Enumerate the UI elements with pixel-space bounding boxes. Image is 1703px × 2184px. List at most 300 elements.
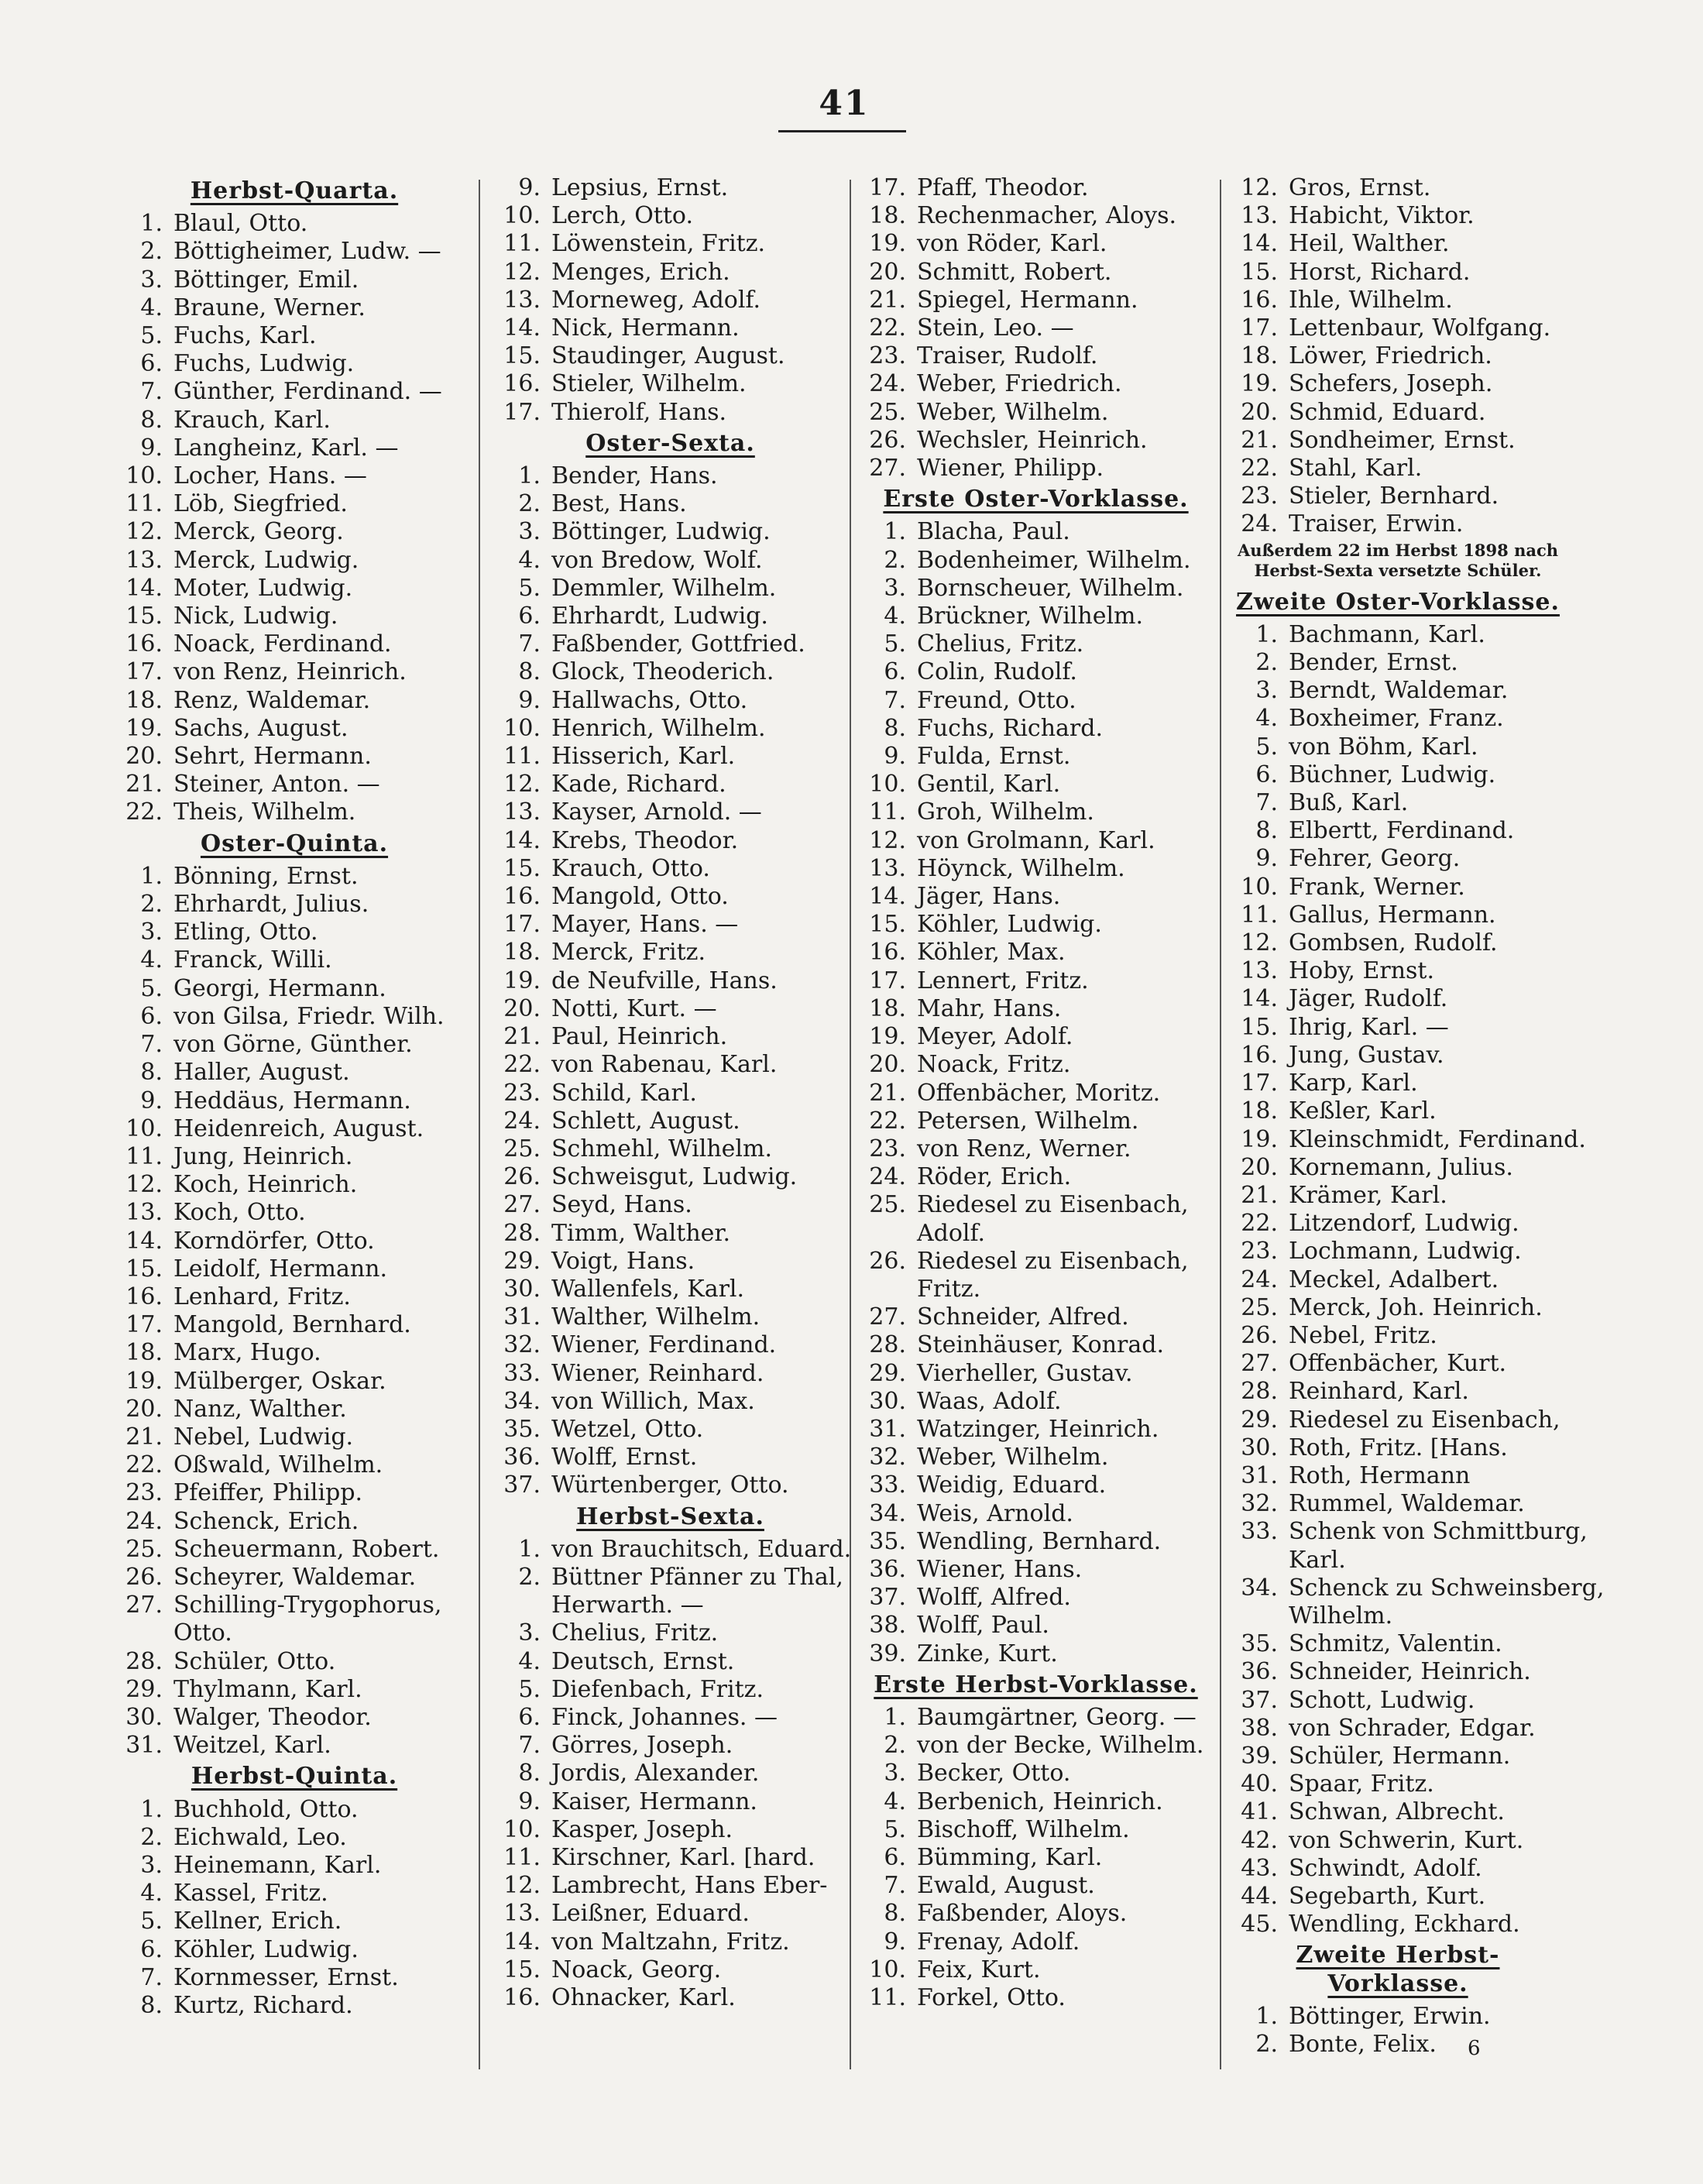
list-item — [116, 1199, 472, 1227]
list-item — [1231, 1658, 1564, 1686]
student-name: Noack, Georg. — [551, 1956, 722, 1983]
list-item — [494, 1648, 846, 1676]
list-item — [1231, 1210, 1564, 1238]
section-note — [1231, 541, 1564, 581]
student-name: Krauch, Otto. — [551, 854, 710, 882]
list-item — [494, 518, 846, 546]
list-item — [1231, 1827, 1564, 1855]
student-name: Wendling, Bernhard. — [917, 1527, 1162, 1555]
list-item — [116, 1676, 472, 1704]
student-name: von Schwerin, Kurt. — [1289, 1826, 1524, 1854]
item-number: 1. — [884, 1703, 906, 1731]
student-name: Koch, Otto. — [173, 1199, 306, 1227]
list-item — [116, 1171, 472, 1199]
list-item — [860, 1360, 1212, 1388]
class-section — [860, 1671, 1212, 2012]
list-item — [494, 1248, 846, 1276]
student-name: Watzinger, Heinrich. — [917, 1415, 1159, 1443]
student-name: Bender, Hans. — [551, 462, 718, 490]
list-item — [494, 827, 846, 855]
item-number: 27. — [869, 455, 906, 482]
item-number: 1. — [1255, 620, 1278, 648]
list-item — [860, 827, 1212, 855]
item-number: 1. — [140, 1795, 163, 1823]
class-section — [494, 174, 846, 427]
student-name: Lerch, Otto. — [551, 202, 693, 230]
list-item — [860, 399, 1212, 427]
item-number: 22. — [503, 1051, 541, 1079]
item-number: 8. — [1255, 817, 1278, 845]
list-item — [116, 1339, 472, 1367]
student-name: Chelius, Fritz. — [551, 1619, 719, 1647]
list-item — [1231, 1125, 1586, 1154]
student-name: Thylmann, Karl. — [173, 1675, 362, 1703]
student-name: Bonte, Felix. — [1289, 2031, 1437, 2058]
list-item — [116, 547, 472, 575]
class-section — [860, 486, 1212, 1668]
item-number: 18. — [125, 1339, 163, 1367]
student-name: Weidig, Eduard. — [917, 1471, 1107, 1499]
item-number: 4. — [518, 546, 541, 574]
item-number: 24. — [125, 1507, 163, 1535]
list-item — [860, 1612, 1212, 1640]
section-title: Zweite Herbst-Vorklasse. — [1296, 1942, 1500, 1997]
item-number: 5. — [518, 1675, 541, 1703]
student-name: Bümming, Karl. — [917, 1843, 1103, 1871]
item-number: 29. — [869, 1359, 906, 1387]
list-item — [116, 1059, 472, 1087]
student-name: Sondheimer, Ernst. — [1289, 426, 1516, 454]
list-item — [1231, 761, 1564, 789]
item-number: 17. — [125, 1311, 163, 1339]
list-item — [860, 287, 1212, 314]
item-number: 6. — [140, 1935, 163, 1963]
item-number: 9. — [518, 174, 541, 201]
student-name: Braune, Werner. — [173, 294, 366, 321]
list-item — [494, 1984, 846, 2012]
item-number: 45. — [1241, 1911, 1278, 1938]
student-list — [494, 1535, 852, 2012]
item-number: 14. — [1241, 985, 1278, 1013]
item-number: 30. — [1241, 1434, 1278, 1461]
student-name: Krämer, Karl. — [1289, 1181, 1447, 1209]
student-name: Frank, Werner. — [1289, 873, 1465, 901]
note-line: Herbst-Sexta versetzte Schüler. — [1254, 560, 1542, 580]
list-item — [116, 658, 472, 686]
item-number: 22. — [1241, 1210, 1278, 1238]
list-item — [1231, 1322, 1564, 1350]
item-number: 17. — [503, 398, 541, 426]
list-item — [860, 547, 1212, 575]
student-list — [116, 1796, 472, 2021]
item-number: 15. — [869, 911, 906, 939]
list-item — [116, 378, 472, 406]
item-number: 23. — [125, 1479, 163, 1507]
item-number: 27. — [869, 1303, 906, 1331]
student-name: Noack, Fritz. — [917, 1051, 1071, 1079]
list-item — [116, 1880, 472, 1908]
student-name: Glock, Theoderich. — [551, 658, 774, 686]
student-name: von der Becke, Wilhelm. — [917, 1732, 1204, 1760]
student-name: Timm, Walther. — [551, 1219, 730, 1247]
list-item — [1231, 985, 1564, 1013]
list-item — [860, 1051, 1212, 1079]
student-name: Görres, Joseph. — [551, 1732, 733, 1760]
list-item — [860, 603, 1212, 630]
student-name: Wechsler, Heinrich. — [917, 426, 1148, 454]
student-name: Böttinger, Emil. — [173, 266, 359, 294]
list-item — [1231, 1070, 1564, 1097]
list-item — [116, 1228, 472, 1255]
item-number — [116, 1619, 163, 1647]
student-name: Scheuermann, Robert. — [173, 1535, 440, 1563]
student-name: Schenck zu Schweinsberg, — [1289, 1574, 1605, 1602]
item-number: 13. — [125, 546, 163, 574]
student-name: von Röder, Karl. — [917, 230, 1107, 258]
student-name: Löwer, Friedrich. — [1289, 342, 1492, 370]
list-item — [860, 1760, 1212, 1787]
student-name: Krebs, Theodor. — [551, 826, 739, 854]
item-number: 41. — [1241, 1798, 1278, 1826]
item-number: 7. — [518, 630, 541, 658]
list-item — [494, 1080, 846, 1107]
list-item — [1231, 957, 1564, 985]
item-number: 7. — [1255, 789, 1278, 817]
list-item — [116, 715, 472, 743]
student-name: Lambrecht, Hans Eber- — [551, 1872, 828, 1900]
list-item — [860, 342, 1212, 370]
item-number: 7. — [140, 378, 163, 406]
student-name: Franck, Willi. — [173, 946, 332, 974]
item-number: 39. — [1241, 1742, 1278, 1770]
list-item — [860, 1900, 1212, 1928]
column-divider — [850, 180, 851, 2069]
student-name: Krauch, Karl. — [173, 406, 331, 434]
item-number: 20. — [869, 1051, 906, 1079]
item-number: 25. — [869, 398, 906, 426]
item-number: 20. — [503, 994, 541, 1022]
item-number — [1231, 1547, 1278, 1574]
list-item — [494, 1788, 846, 1816]
list-item — [1231, 1574, 1605, 1602]
item-number: 22. — [125, 1451, 163, 1479]
list-item — [860, 1500, 1212, 1528]
list-item — [1231, 874, 1564, 901]
item-number: 9. — [884, 1928, 906, 1956]
item-number: 25. — [869, 1191, 906, 1219]
list-item — [494, 855, 846, 883]
item-number: 18. — [869, 202, 906, 230]
student-name: Nick, Hermann. — [551, 314, 740, 342]
student-name: Roth, Hermann — [1289, 1461, 1471, 1489]
list-item — [494, 174, 846, 202]
list-item — [494, 995, 846, 1023]
item-number: 25. — [503, 1135, 541, 1162]
list-item — [1231, 1097, 1564, 1125]
student-name: Schweisgut, Ludwig. — [551, 1163, 798, 1191]
item-number: 35. — [869, 1527, 906, 1555]
list-item — [494, 575, 846, 603]
student-name: Fuchs, Richard. — [917, 714, 1103, 742]
item-number: 21. — [869, 286, 906, 314]
item-number: 13. — [503, 798, 541, 826]
list-item — [1231, 1855, 1564, 1883]
student-name: Moter, Ludwig. — [173, 574, 353, 602]
student-name: Weber, Friedrich. — [917, 370, 1122, 398]
list-item — [1231, 901, 1564, 929]
list-item — [1231, 677, 1564, 705]
student-name: Seyd, Hans. — [551, 1191, 692, 1219]
item-number: 3. — [518, 1619, 541, 1647]
student-name: Sehrt, Hermann. — [173, 743, 372, 771]
student-name: Roth, Fritz. [Hans. — [1289, 1434, 1508, 1461]
list-item — [116, 1087, 472, 1115]
list-item — [1231, 202, 1564, 230]
list-item — [1231, 314, 1564, 342]
student-name: Kassel, Fritz. — [173, 1880, 328, 1908]
list-item — [860, 575, 1212, 603]
student-name: Köhler, Ludwig. — [173, 1935, 359, 1963]
item-number: 34. — [869, 1499, 906, 1527]
list-item — [116, 1368, 472, 1396]
student-name: Menges, Erich. — [551, 258, 730, 286]
item-number: 14. — [125, 574, 163, 602]
student-name: Wolff, Paul. — [917, 1612, 1049, 1640]
list-item — [860, 1163, 1212, 1191]
student-name: Forkel, Otto. — [917, 1984, 1066, 2011]
list-item — [494, 630, 846, 658]
student-name: Schlett, August. — [551, 1107, 740, 1135]
list-item — [494, 1388, 846, 1416]
item-number: 24. — [503, 1107, 541, 1135]
item-number: 39. — [869, 1640, 906, 1667]
list-item — [860, 687, 1212, 715]
item-number — [860, 1220, 906, 1248]
list-item — [1231, 510, 1564, 538]
student-name: Buß, Karl. — [1289, 789, 1409, 817]
list-item — [860, 1191, 1212, 1219]
list-item — [116, 490, 472, 518]
list-item — [494, 1135, 846, 1163]
item-number: 31. — [1241, 1461, 1278, 1489]
item-number: 23. — [1241, 1238, 1278, 1265]
student-name: Gallus, Hermann. — [1289, 901, 1496, 929]
item-number: 19. — [125, 714, 163, 742]
item-number: 17. — [503, 911, 541, 939]
list-item — [860, 630, 1212, 658]
item-number: 11. — [869, 798, 906, 826]
item-number: 33. — [503, 1359, 541, 1387]
item-number: 6. — [518, 1703, 541, 1731]
student-name: Kellner, Erich. — [173, 1908, 342, 1935]
item-number: 10. — [503, 202, 541, 230]
list-item — [1231, 649, 1564, 677]
list-item — [1231, 1266, 1564, 1294]
list-item — [494, 743, 846, 771]
student-list — [116, 210, 472, 826]
item-number: 12. — [125, 1171, 163, 1199]
list-item — [116, 1479, 472, 1507]
item-number: 14. — [503, 826, 541, 854]
student-name: Baumgärtner, Georg. — — [917, 1703, 1197, 1731]
student-name: Günther, Ferdinand. — — [173, 378, 442, 406]
list-item — [494, 230, 846, 258]
item-number: 5. — [140, 1908, 163, 1935]
student-name: Mayer, Hans. — — [551, 911, 739, 939]
list-item — [116, 1936, 472, 1964]
item-number: 8. — [884, 714, 906, 742]
student-name: Schüler, Hermann. — [1289, 1742, 1511, 1770]
student-name: Berndt, Waldemar. — [1289, 677, 1509, 705]
item-number: 30. — [503, 1275, 541, 1303]
list-item — [1231, 1687, 1564, 1715]
list-item — [494, 1303, 846, 1331]
student-name: Sachs, August. — [173, 714, 348, 742]
student-name: Karl. — [1289, 1546, 1346, 1574]
student-name: Ihle, Wilhelm. — [1289, 286, 1453, 314]
student-name: Eichwald, Leo. — [173, 1823, 347, 1851]
student-name: Frenay, Adolf. — [917, 1928, 1080, 1956]
item-number: 29. — [503, 1247, 541, 1275]
list-item — [494, 883, 846, 911]
list-item — [116, 891, 472, 919]
student-name: Bönning, Ernst. — [173, 862, 359, 890]
list-item — [494, 1564, 846, 1592]
column-1 — [116, 174, 472, 2020]
list-item — [860, 1276, 1212, 1303]
item-number: 7. — [140, 1963, 163, 1991]
student-name: von Görne, Günther. — [173, 1031, 413, 1059]
list-item — [860, 883, 1212, 911]
item-number: 4. — [140, 946, 163, 974]
student-name: Marx, Hugo. — [173, 1339, 321, 1367]
item-number: 12. — [503, 258, 541, 286]
list-item — [860, 427, 1212, 455]
student-name: Höynck, Wilhelm. — [917, 854, 1125, 882]
list-item — [116, 266, 472, 294]
student-name: Riedesel zu Eisenbach, — [917, 1191, 1189, 1219]
item-number: 23. — [503, 1079, 541, 1107]
item-number: 6. — [518, 603, 541, 630]
item-number: 21. — [1241, 426, 1278, 454]
student-name: Buchhold, Otto. — [173, 1795, 359, 1823]
student-list — [860, 518, 1212, 1667]
item-number: 27. — [503, 1191, 541, 1219]
list-item — [1231, 1434, 1564, 1462]
item-number: 8. — [518, 1760, 541, 1787]
list-item — [116, 238, 472, 266]
list-item — [494, 1276, 846, 1303]
student-name: Bachmann, Karl. — [1289, 620, 1485, 648]
student-name: Otto. — [173, 1619, 232, 1647]
list-item — [494, 967, 846, 995]
student-name: Traiser, Erwin. — [1289, 510, 1464, 538]
list-item — [494, 1163, 846, 1191]
list-item — [494, 1956, 846, 1984]
student-name: Korndörfer, Otto. — [173, 1227, 375, 1255]
list-item — [494, 547, 846, 575]
item-number: 35. — [1241, 1630, 1278, 1658]
list-item — [116, 518, 472, 546]
student-name: Fuchs, Ludwig. — [173, 350, 355, 378]
list-item — [860, 174, 1212, 202]
list-item — [116, 975, 472, 1003]
list-item — [860, 1584, 1212, 1612]
student-name: von Böhm, Karl. — [1289, 733, 1478, 761]
list-item — [860, 1640, 1212, 1668]
item-number: 29. — [125, 1675, 163, 1703]
list-item — [116, 603, 472, 630]
item-number: 24. — [1241, 1265, 1278, 1293]
list-item — [1231, 174, 1564, 202]
student-name: Kayser, Arnold. — — [551, 798, 762, 826]
list-item — [494, 603, 846, 630]
list-item — [1231, 1518, 1588, 1546]
column-3 — [860, 174, 1212, 2012]
list-item — [116, 1704, 472, 1732]
list-item — [860, 1444, 1212, 1471]
student-name: Etling, Otto. — [173, 919, 318, 946]
item-number: 10. — [503, 1815, 541, 1843]
student-name: Nanz, Walther. — [173, 1395, 347, 1423]
item-number: 22. — [125, 798, 163, 826]
student-name: von Rabenau, Karl. — [551, 1051, 778, 1079]
item-number: 8. — [518, 658, 541, 686]
item-number: 11. — [503, 743, 541, 771]
list-item — [116, 1592, 472, 1619]
student-name: Köhler, Max. — [917, 939, 1066, 967]
class-section — [116, 830, 472, 1760]
list-item — [116, 1992, 472, 2020]
item-number: 10. — [1241, 873, 1278, 901]
list-item — [860, 314, 1212, 342]
class-section — [116, 1763, 472, 2020]
section-title: Zweite Oster-Vorklasse. — [1236, 588, 1560, 616]
item-number: 11. — [125, 1142, 163, 1170]
list-item — [494, 1619, 846, 1647]
student-name: Stahl, Karl. — [1289, 455, 1423, 482]
item-number: 6. — [884, 658, 906, 686]
list-item — [494, 687, 846, 715]
column-4 — [1231, 174, 1605, 2059]
student-name: Steiner, Anton. — — [173, 771, 380, 798]
item-number: 5. — [140, 974, 163, 1002]
student-name: Schüler, Otto. — [173, 1647, 336, 1675]
section-title: Oster-Quinta. — [200, 829, 389, 857]
item-number: 15. — [125, 603, 163, 630]
student-name: Köhler, Ludwig. — [917, 911, 1102, 939]
item-number: 23. — [869, 1135, 906, 1162]
list-item — [494, 658, 846, 686]
item-number: 12. — [869, 826, 906, 854]
item-number: 3. — [140, 1851, 163, 1879]
item-number: 24. — [1241, 510, 1278, 538]
list-item — [1231, 342, 1564, 370]
student-name: Kirschner, Karl. [hard. — [551, 1843, 815, 1871]
item-number: 26. — [125, 1563, 163, 1591]
student-name: Leidolf, Hermann. — [173, 1255, 388, 1283]
student-name: Gros, Ernst. — [1289, 174, 1431, 201]
item-number: 11. — [125, 490, 163, 518]
list-item — [1231, 1238, 1564, 1265]
list-item — [1231, 1798, 1564, 1826]
list-item — [116, 1508, 472, 1536]
student-name: Leißner, Eduard. — [551, 1900, 750, 1928]
item-number: 7. — [884, 686, 906, 714]
list-item — [494, 771, 846, 798]
item-number: 15. — [503, 1956, 541, 1983]
list-item — [116, 1732, 472, 1760]
